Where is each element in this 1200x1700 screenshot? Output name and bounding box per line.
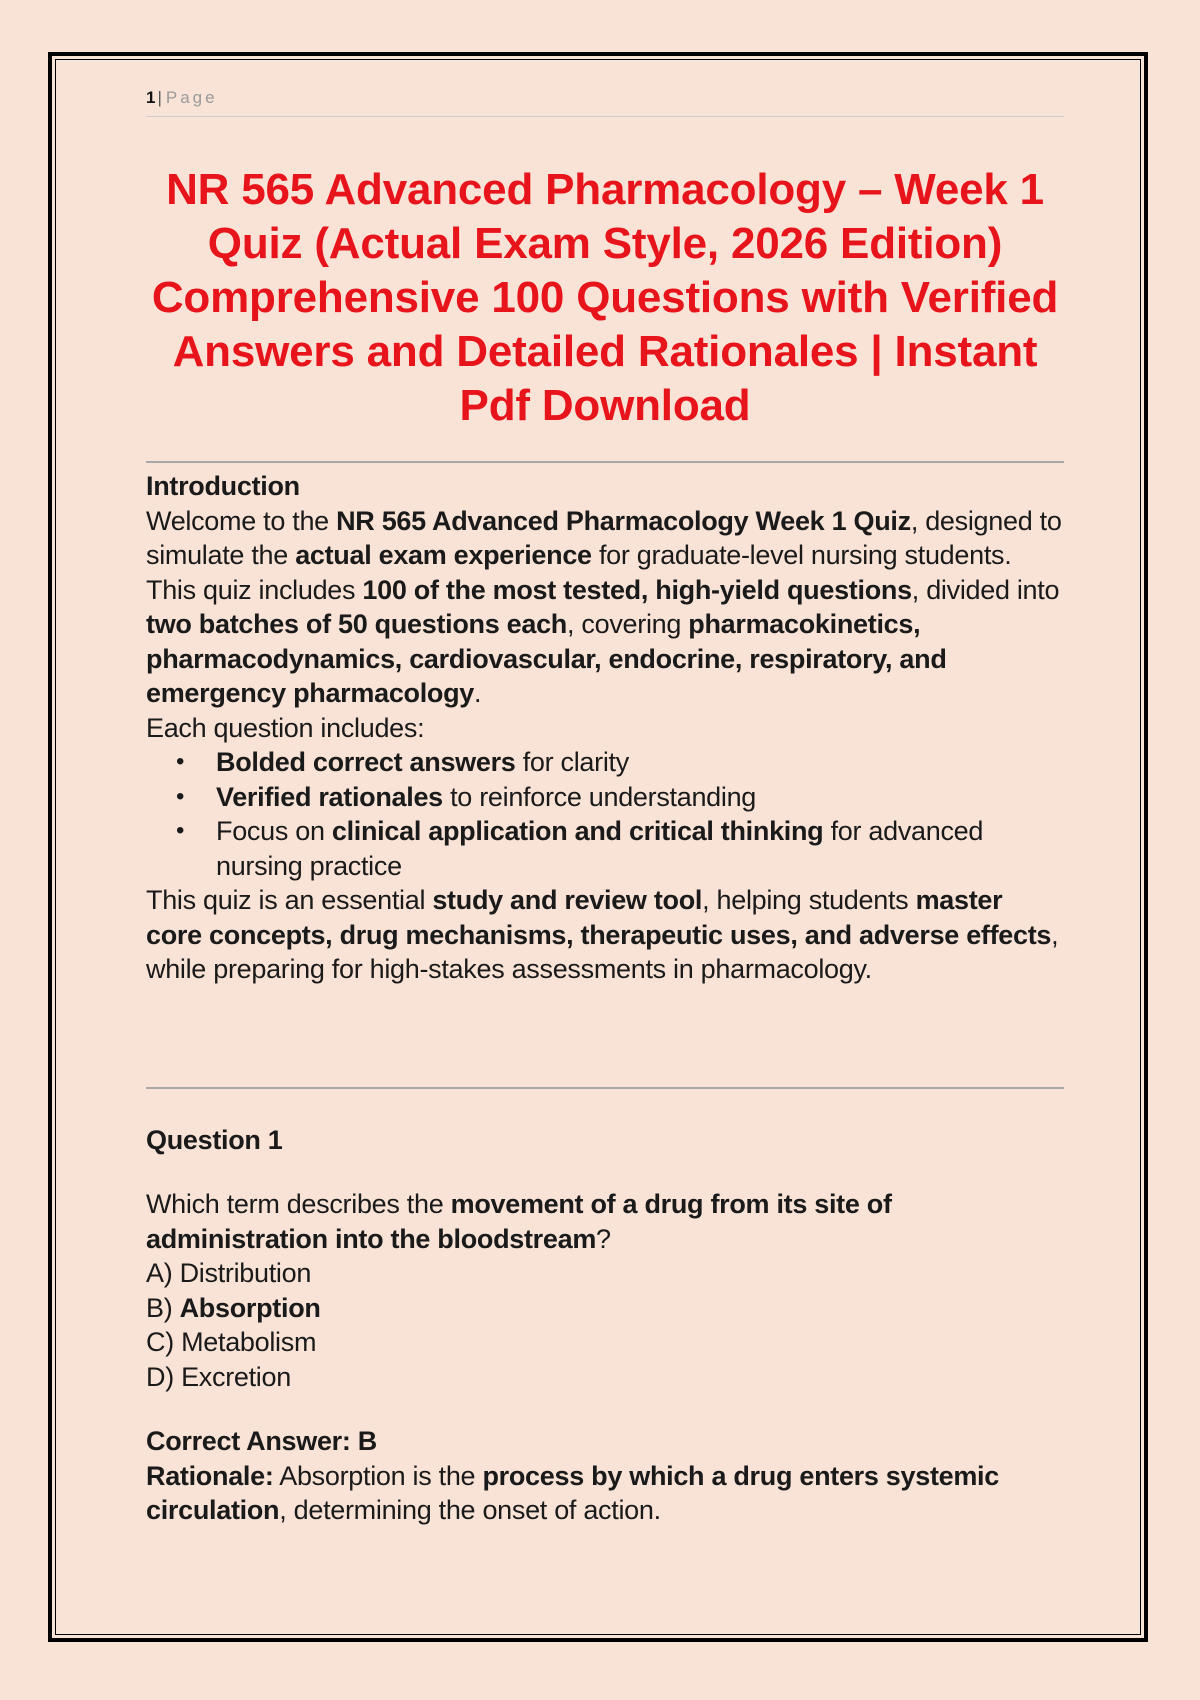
text-run: for graduate-level nursing students. This quiz includes <box>146 540 1012 605</box>
page-frame <box>48 52 1148 1642</box>
bold-text: study and review tool <box>432 885 703 915</box>
answer-block <box>146 1424 1064 1528</box>
bold-text: actual exam experience <box>295 540 592 570</box>
text-run: B) <box>146 1292 180 1323</box>
text-run: , covering <box>567 609 689 639</box>
bold-text: Verified rationales <box>216 781 443 812</box>
text-run: D) Excretion <box>146 1361 291 1392</box>
text-run: A) Distribution <box>146 1258 312 1288</box>
bold-text: movement of a drug from its site of administration into the bloodstream <box>146 1189 892 1254</box>
bold-text: master core concepts, drug mechanisms, therapeutic uses, and adverse effects <box>146 885 1052 950</box>
page-label: Page <box>165 88 218 107</box>
question-text <box>146 1187 1064 1256</box>
option-b <box>146 1291 1064 1326</box>
bold-text: 100 of the most tested, high-yield questions <box>362 574 912 605</box>
introduction-paragraph <box>146 504 1064 711</box>
text-run: , helping students <box>702 885 916 915</box>
text-run: Which term describes the <box>146 1189 451 1219</box>
introduction-section <box>146 469 1064 987</box>
page-separator: | <box>157 88 162 107</box>
question-1-section <box>146 1123 1064 1528</box>
bold-text: Bolded correct answers <box>216 747 516 777</box>
option-d <box>146 1360 1064 1395</box>
text-run: , determining the onset of action. <box>279 1495 661 1525</box>
page-content <box>146 88 1064 1528</box>
title-divider <box>146 461 1064 463</box>
bold-text: clinical application and critical thinking <box>331 816 824 846</box>
list-item <box>146 814 1064 883</box>
text-run: to reinforce understanding <box>442 781 757 812</box>
document-title: NR 565 Advanced Pharmacology – Week 1 Quiz (Actual Exam Style, 2026 Edition) Comprehensive 100 Questions with Verified Answers and Detailed Rationales | Instant Pdf Download <box>151 165 1059 430</box>
introduction-heading: Introduction <box>146 471 300 501</box>
bold-text: Rationale: <box>146 1460 274 1491</box>
closing-paragraph <box>146 883 1064 987</box>
feature-list <box>146 745 1064 883</box>
text-run: , designed to simulate the <box>146 505 1062 570</box>
bold-text: Absorption <box>179 1292 321 1323</box>
correct-answer: Correct Answer: B <box>146 1426 377 1456</box>
text-run: , while preparing for high-stakes assessments in pharmacology. <box>146 919 1059 984</box>
text-run: , divided into <box>911 574 1060 605</box>
section-divider <box>146 1087 1064 1089</box>
option-c <box>146 1325 1064 1360</box>
page-number: 1 <box>146 88 156 107</box>
question-heading: Question 1 <box>146 1124 283 1155</box>
text-run: ? <box>596 1223 611 1254</box>
list-intro: Each question includes: <box>146 712 425 743</box>
bold-text: pharmacokinetics, pharmacodynamics, cardiovascular, endocrine, respiratory, and emergency pharmacology <box>146 609 947 708</box>
bold-text: NR 565 Advanced Pharmacology Week 1 Quiz <box>336 505 911 536</box>
option-a <box>146 1256 1064 1291</box>
text-run: Welcome to the <box>146 505 337 536</box>
rationale <box>146 1459 1064 1528</box>
text-run: . <box>474 678 482 708</box>
text-run: Focus on <box>216 816 332 846</box>
page-inner-border <box>55 59 1141 1635</box>
bold-text: two batches of 50 questions each <box>146 609 568 639</box>
text-run: for clarity <box>515 747 629 777</box>
list-item <box>146 745 1064 780</box>
page-header <box>146 88 1064 108</box>
text-run: for advanced nursing practice <box>216 816 984 881</box>
bold-text: process by which a drug enters systemic circulation <box>146 1460 999 1525</box>
text-run: This quiz is an essential <box>146 885 433 915</box>
text-run: C) Metabolism <box>146 1327 317 1357</box>
header-divider <box>146 116 1064 117</box>
list-item <box>146 780 1064 815</box>
text-run: Absorption is the <box>273 1460 483 1491</box>
